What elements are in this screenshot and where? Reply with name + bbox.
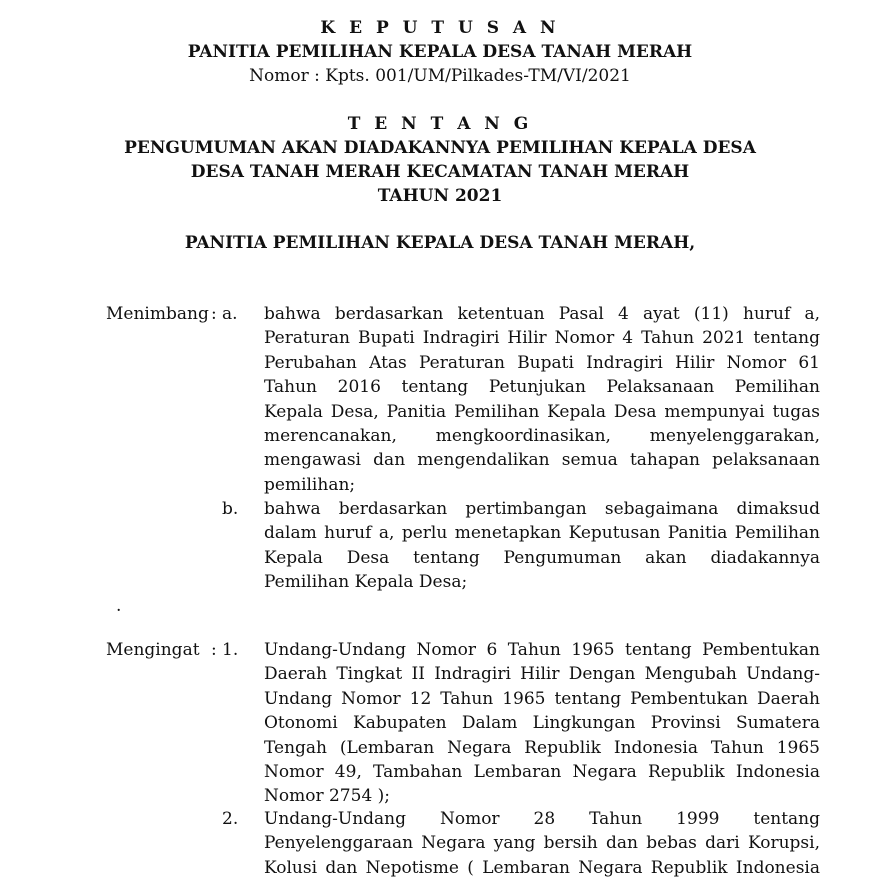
subject-line: PENGUMUMAN AKAN DIADAKANNYA PEMILIHAN KEPALA DESA: [124, 138, 756, 158]
text-line: pemilihan;: [264, 474, 356, 495]
text-line: Undang-Undang Nomor 6 Tahun 1965 tentang Pembentukan: [264, 640, 820, 660]
text-line: Nomor 49, Tambahan Lembaran Negara Republik Indonesia: [264, 762, 820, 783]
menimbang-item-b: [264, 497, 820, 595]
text-line: bahwa berdasarkan pertimbangan sebagaimana dimaksud: [264, 499, 820, 519]
text-line: Nomor 2754 );: [264, 786, 391, 807]
mengingat-item-1: [264, 638, 820, 809]
mengingat-colon: :: [211, 640, 217, 660]
text-line: mengawasi dan mengendalikan semua tahapan pelaksanaan: [264, 450, 820, 471]
item-marker: 1.: [222, 640, 239, 660]
subject-line: DESA TANAH MERAH KECAMATAN TANAH MERAH: [190, 162, 690, 182]
text-line: Otonomi Kabupaten Dalam Lingkungan Provinsi Sumatera: [264, 713, 820, 734]
text-line: dalam huruf a, perlu menetapkan Keputusan Panitia Pemilihan: [264, 523, 820, 544]
text-line: Peraturan Bupati Indragiri Hilir Nomor 4 Tahun 2021 tentang: [264, 328, 820, 349]
text-line: Kolusi dan Nepotisme ( Lembaran Negara Republik Indonesia: [264, 857, 820, 878]
text-line: Tengah (Lembaran Negara Republik Indonesia Tahun 1965: [264, 737, 820, 758]
text-line: Perubahan Atas Peraturan Bupati Indragiri Hilir Nomor 61: [264, 352, 820, 373]
institution-name: PANITIA PEMILIHAN KEPALA DESA TANAH MERAH: [187, 42, 693, 62]
text-line: Kepala Desa tentang Pengumuman akan diadakannya: [264, 547, 820, 568]
text-line: Undang-Undang Nomor 28 Tahun 1999 tentang: [264, 809, 820, 829]
stray-mark: .: [116, 596, 122, 616]
menimbang-label: Menimbang: [106, 304, 209, 324]
decree-title: K E P U T U S A N: [320, 18, 560, 38]
issuer-heading: PANITIA PEMILIHAN KEPALA DESA TANAH MERAH,: [184, 233, 696, 253]
text-line: Undang Nomor 12 Tahun 1965 tentang Pembentukan Daerah: [264, 688, 820, 709]
item-marker: a.: [222, 304, 238, 324]
mengingat-label: Mengingat: [106, 640, 200, 660]
item-marker: b.: [222, 499, 239, 519]
mengingat-item-2: [264, 807, 820, 880]
text-line: merencanakan, mengkoordinasikan, menyelenggarakan,: [264, 426, 820, 447]
text-line: Kepala Desa, Panitia Pemilihan Kepala Desa mempunyai tugas: [264, 401, 820, 422]
subject-line: TAHUN 2021: [377, 186, 503, 206]
decree-number: Nomor : Kpts. 001/UM/Pilkades-TM/VI/2021: [249, 66, 631, 86]
menimbang-item-a: [264, 302, 820, 497]
about-label: T E N T A N G: [347, 114, 533, 134]
text-line: Tahun 2016 tentang Petunjukan Pelaksanaan Pemilihan: [264, 377, 820, 398]
text-line: Pemilihan Kepala Desa;: [264, 572, 468, 593]
text-line: Penyelenggaraan Negara yang bersih dan bebas dari Korupsi,: [264, 833, 820, 854]
item-marker: 2.: [222, 809, 239, 829]
text-line: Daerah Tingkat II Indragiri Hilir Dengan Mengubah Undang-: [264, 664, 820, 685]
menimbang-colon: :: [211, 304, 217, 324]
text-line: bahwa berdasarkan ketentuan Pasal 4 ayat (11) huruf a,: [264, 304, 820, 324]
